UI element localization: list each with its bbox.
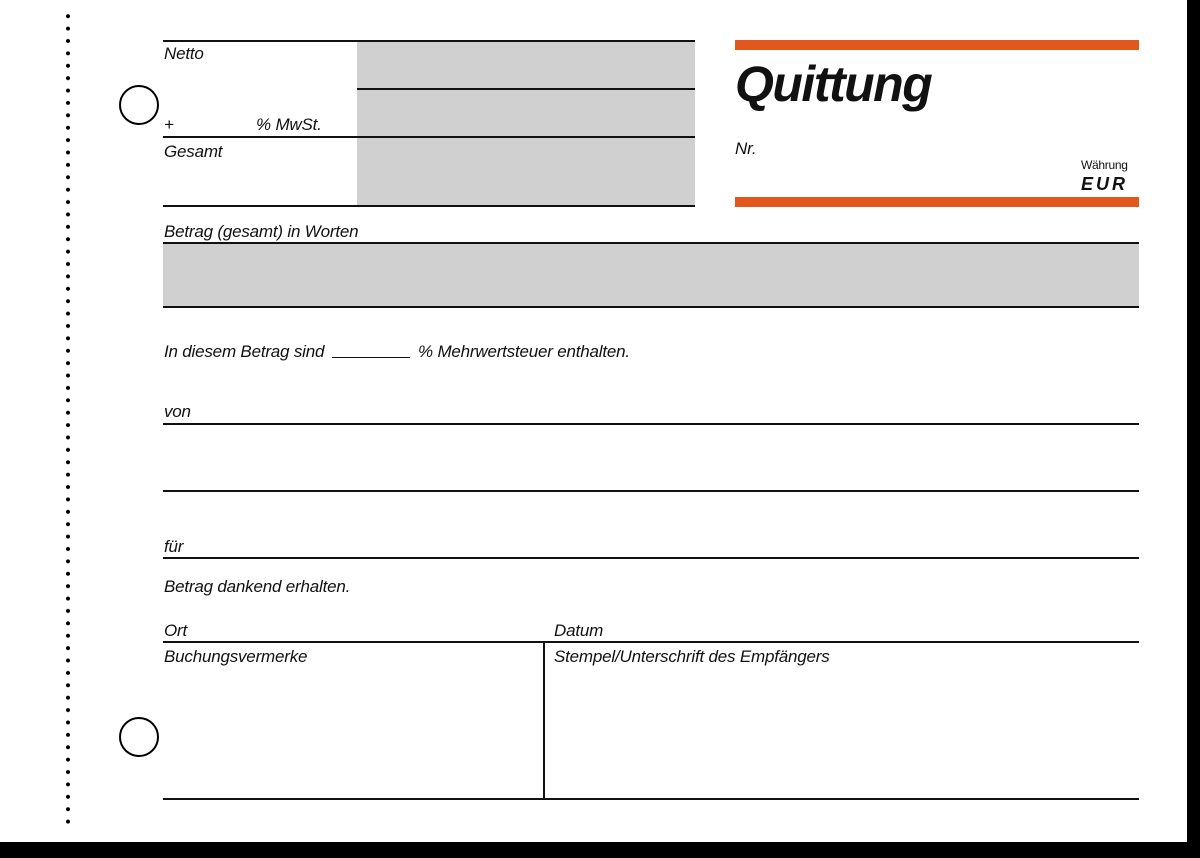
fuer-line[interactable] xyxy=(163,557,1139,559)
mwst-field[interactable] xyxy=(357,90,695,136)
von-line[interactable] xyxy=(163,423,1139,425)
amount-words-label: Betrag (gesamt) in Worten xyxy=(164,222,359,241)
title-bar-bottom xyxy=(735,197,1139,207)
stamp-label: Stempel/Unterschrift des Empfängers xyxy=(554,647,830,666)
title-bar-top xyxy=(735,40,1139,50)
gesamt-label: Gesamt xyxy=(164,142,223,161)
gesamt-field[interactable] xyxy=(357,138,695,205)
von-label: von xyxy=(164,402,191,421)
vat-sentence-end: % Mehrwertsteuer enthalten. xyxy=(418,342,630,361)
page-title: Quittung xyxy=(735,56,932,112)
perforation-line xyxy=(66,10,70,830)
nr-label: Nr. xyxy=(735,139,757,158)
page-shadow-bottom xyxy=(10,842,1200,858)
plus-label: + xyxy=(164,115,174,134)
currency-label: Währung xyxy=(1081,158,1128,172)
netto-field[interactable] xyxy=(357,42,695,88)
bottom-divider xyxy=(543,641,545,799)
datum-label: Datum xyxy=(554,621,604,640)
page-shadow-right xyxy=(1187,10,1200,858)
binder-hole-bottom xyxy=(119,717,159,757)
vat-percent-blank[interactable] xyxy=(332,357,410,358)
fuer-label: für xyxy=(164,537,184,556)
currency-value: EUR xyxy=(1081,174,1129,194)
vat-sentence-start: In diesem Betrag sind xyxy=(164,342,325,361)
netto-label: Netto xyxy=(164,44,204,63)
amount-words-bottom-line xyxy=(163,306,1139,308)
ort-datum-line[interactable] xyxy=(163,641,1139,643)
ort-label: Ort xyxy=(164,621,188,640)
binder-hole-top xyxy=(119,85,159,125)
von-line-2[interactable] xyxy=(163,490,1139,492)
amount-words-field[interactable] xyxy=(163,244,1139,306)
amount-bottom-line xyxy=(163,205,695,207)
received-text: Betrag dankend erhalten. xyxy=(164,577,351,596)
booking-label: Buchungsvermerke xyxy=(164,647,308,666)
bottom-line xyxy=(163,798,1139,800)
mwst-label: % MwSt. xyxy=(256,115,322,134)
